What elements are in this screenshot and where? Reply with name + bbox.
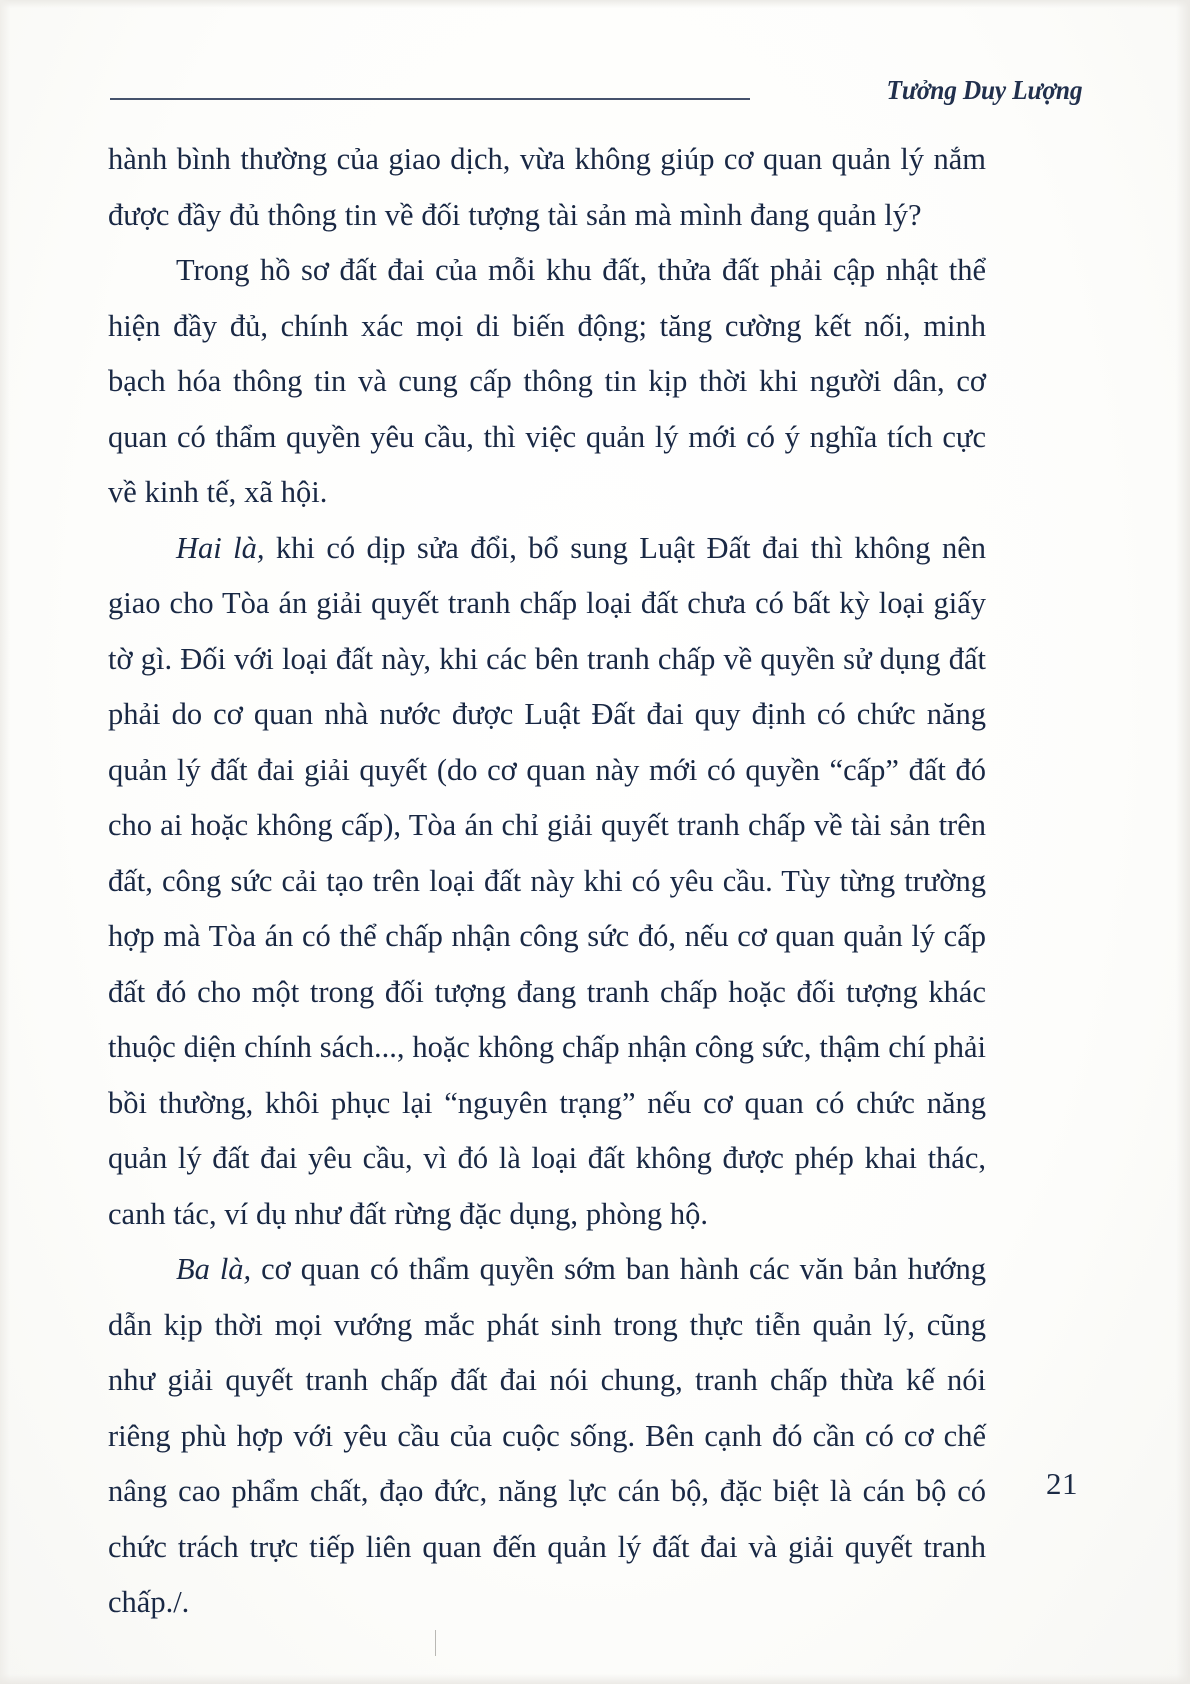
paragraph-3-text: khi có dịp sửa đổi, bổ sung Luật Đất đai thì không nên giao cho Tòa án giải quyết tranh chấp loại đất chưa có bất kỳ loại giấy tờ gì. Đối với loại đất này, khi các bên tranh chấp về quyền sử dụng đất phải do cơ quan nhà nước được Luật Đất đai quy định có chức năng quản lý đất đai giải quyết (do cơ quan này mới có quyền “cấp” đất đó cho ai hoặc không cấp), Tòa án chỉ giải quyết tranh chấp về tài sản trên đất, công sức cải tạo trên loại đất này khi có yêu cầu. Tùy từng trường hợp mà Tòa án có thể chấp nhận công sức đó, nếu cơ quan quản lý cấp đất đó cho một trong đối tượng đang tranh chấp hoặc đối tượng khác thuộc diện chính sách..., hoặc không chấp nhận công sức, thậm chí phải bồi thường, khôi phục lại “nguyên trạng” nếu cơ quan có chức năng quản lý đất đai yêu cầu, vì đó là loại đất không được phép khai thác, canh tác, ví dụ như đất rừng đặc dụng, phòng hộ. [108, 530, 986, 1231]
paragraph-3-lead-italic: Hai là, [176, 530, 265, 565]
running-head-author-name: Tưởng Duy Lượng [886, 75, 1082, 105]
paragraph-4 [108, 1242, 986, 1631]
paragraph-1-text: hành bình thường của giao dịch, vừa không giúp cơ quan quản lý nắm được đầy đủ thông tin về đối tượng tài sản mà mình đang quản lý? [108, 142, 986, 232]
paragraph-1 [108, 132, 986, 243]
body-text-column [108, 132, 986, 1631]
page-edge-top [0, 0, 1190, 8]
page-edge-bottom [0, 1674, 1190, 1684]
page-edge-right [1176, 0, 1190, 1684]
header-divider-rule [110, 98, 750, 100]
paragraph-3 [108, 521, 986, 1243]
printer-registration-tick [435, 1630, 436, 1656]
paragraph-4-lead-italic: Ba là, [176, 1252, 252, 1286]
paragraph-2-text: Trong hồ sơ đất đai của mỗi khu đất, thửa đất phải cập nhật thể hiện đầy đủ, chính xác mọi di biến động; tăng cường kết nối, minh bạch hóa thông tin và cung cấp thông tin kịp thời khi người dân, cơ quan có thẩm quyền yêu cầu, thì việc quản lý mới có ý nghĩa tích cực về kinh tế, xã hội. [108, 253, 986, 509]
page-number: 21 [1046, 1466, 1078, 1501]
paragraph-4-text: cơ quan có thẩm quyền sớm ban hành các văn bản hướng dẫn kịp thời mọi vướng mắc phát sinh trong thực tiễn quản lý, cũng như giải quyết tranh chấp đất đai nói chung, tranh chấp thừa kế nói riêng phù hợp với yêu cầu của cuộc sống. Bên cạnh đó cần có cơ chế nâng cao phẩm chất, đạo đức, năng lực cán bộ, đặc biệt là cán bộ có chức trách trực tiếp liên quan đến quản lý đất đai và giải quyết tranh chấp./. [108, 1252, 986, 1619]
paragraph-2 [108, 243, 986, 521]
page-edge-left [0, 0, 10, 1684]
